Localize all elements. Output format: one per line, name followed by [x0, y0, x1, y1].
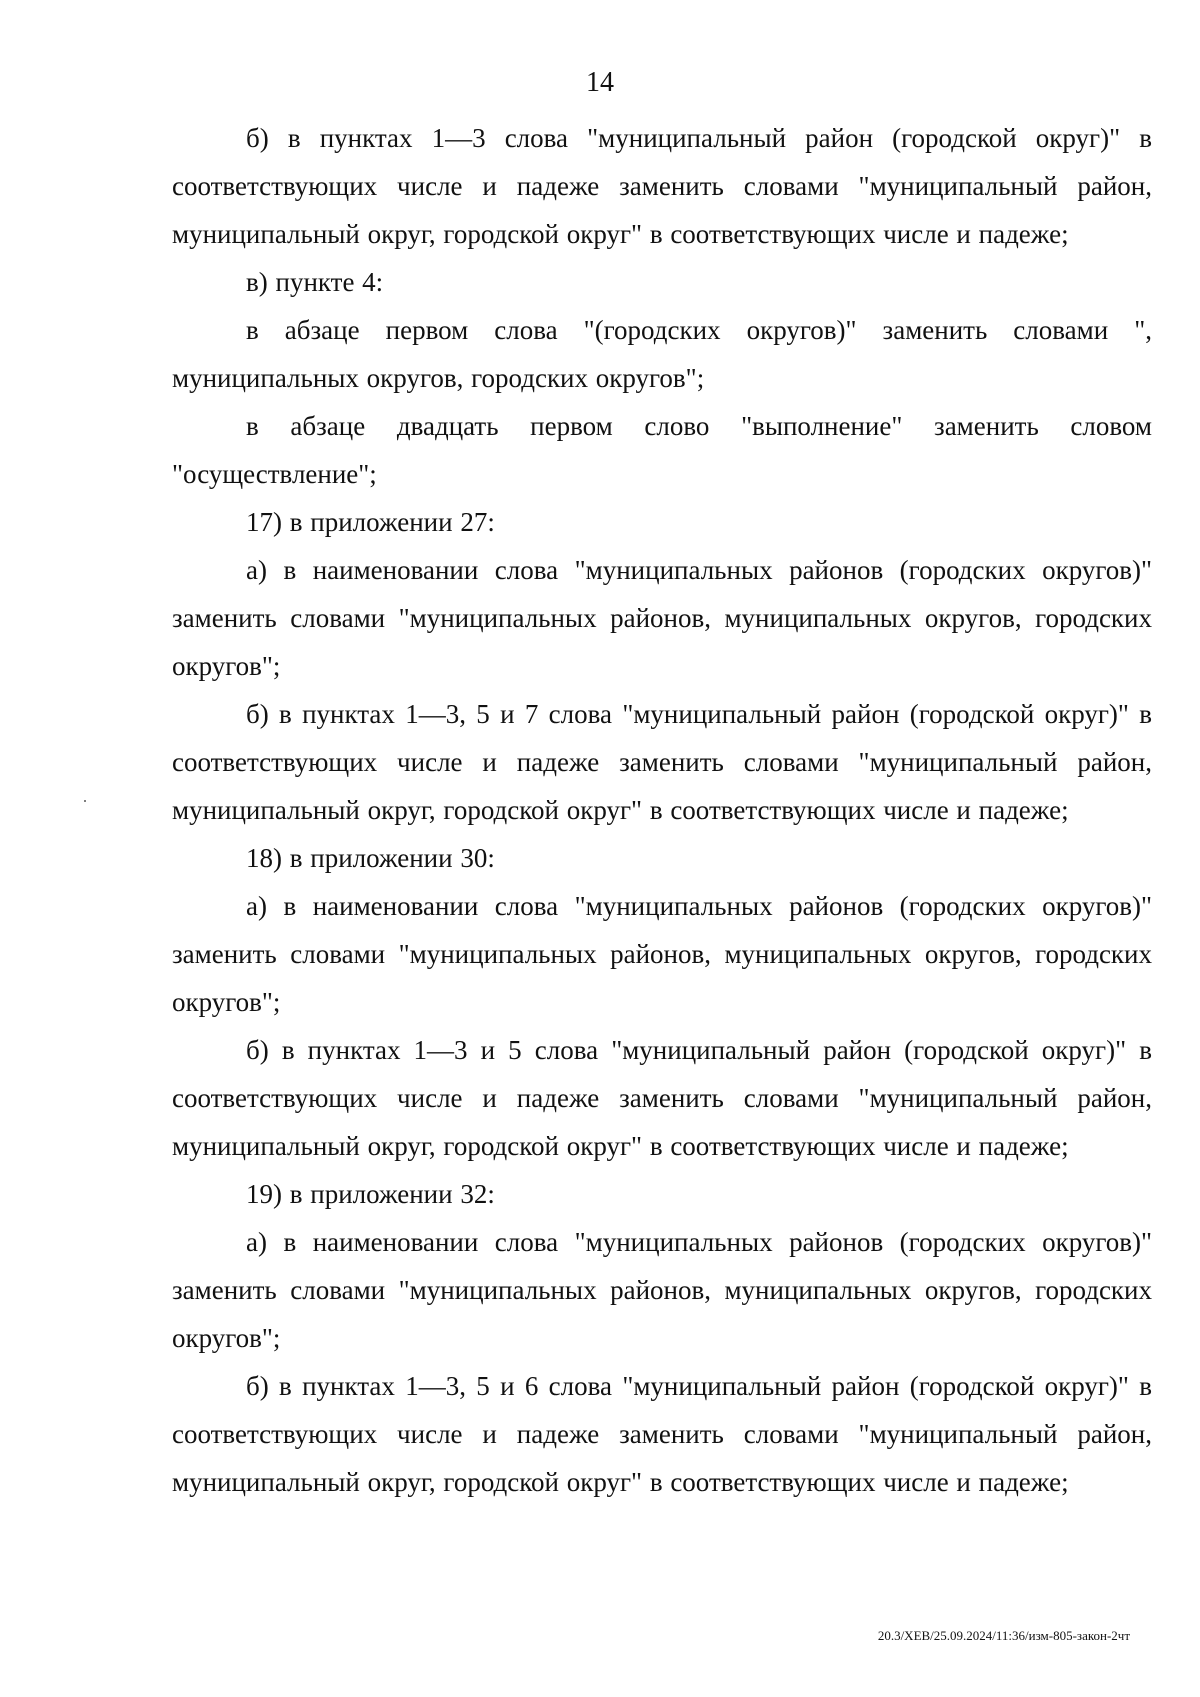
paragraph-item-18: 18) в приложении 30:: [246, 843, 495, 873]
paragraph-item-17: 17) в приложении 27:: [246, 507, 495, 537]
paragraph-17-a: а) в наименовании слова "муниципальных районов (городских округов)" заменить словами "муниципальных районов, муниципальных округов, городских округов";: [172, 555, 1152, 681]
paragraph-17-b: б) в пунктах 1—3, 5 и 7 слова "муниципальный район (городской округ)" в соответствующих числе и падеже заменить словами "муниципальный район, муниципальный округ, городской округ" в соответствующих числе и падеже;: [172, 699, 1152, 825]
paragraph-18-a: а) в наименовании слова "муниципальных районов (городских округов)" заменить словами "муниципальных районов, муниципальных округов, городских округов";: [172, 891, 1152, 1017]
document-body: [172, 114, 1152, 1506]
page-number: 14: [586, 67, 614, 98]
paragraph-abzac-first: в абзаце первом слова "(городских округов)" заменить словами ", муниципальных округов, городских округов";: [172, 315, 1152, 393]
document-footer-code: 20.3/ХЕВ/25.09.2024/11:36/изм-805-закон-2чт: [877, 1628, 1130, 1643]
paragraph-v-item-4: в) пункте 4:: [246, 267, 384, 297]
paragraph-abzac-twenty-first: в абзаце двадцать первом слово "выполнение" заменить словом "осуществление";: [172, 411, 1152, 489]
paragraph-18-b: б) в пунктах 1—3 и 5 слова "муниципальный район (городской округ)" в соответствующих числе и падеже заменить словами "муниципальный район, муниципальный округ, городской округ" в соответствующих числе и падеже;: [172, 1035, 1152, 1161]
paragraph-item-19: 19) в приложении 32:: [246, 1179, 495, 1209]
scan-speck: [84, 800, 86, 802]
paragraph-b-items-1-3: б) в пунктах 1—3 слова "муниципальный район (городской округ)" в соответствующих числе и падеже заменить словами "муниципальный район, муниципальный округ, городской округ" в соответствующих числе и падеже;: [172, 123, 1152, 249]
paragraph-19-a: а) в наименовании слова "муниципальных районов (городских округов)" заменить словами "муниципальных районов, муниципальных округов, городских округов";: [172, 1227, 1152, 1353]
paragraph-19-b: б) в пунктах 1—3, 5 и 6 слова "муниципальный район (городской округ)" в соответствующих числе и падеже заменить словами "муниципальный район, муниципальный округ, городской округ" в соответствующих числе и падеже;: [172, 1371, 1152, 1497]
